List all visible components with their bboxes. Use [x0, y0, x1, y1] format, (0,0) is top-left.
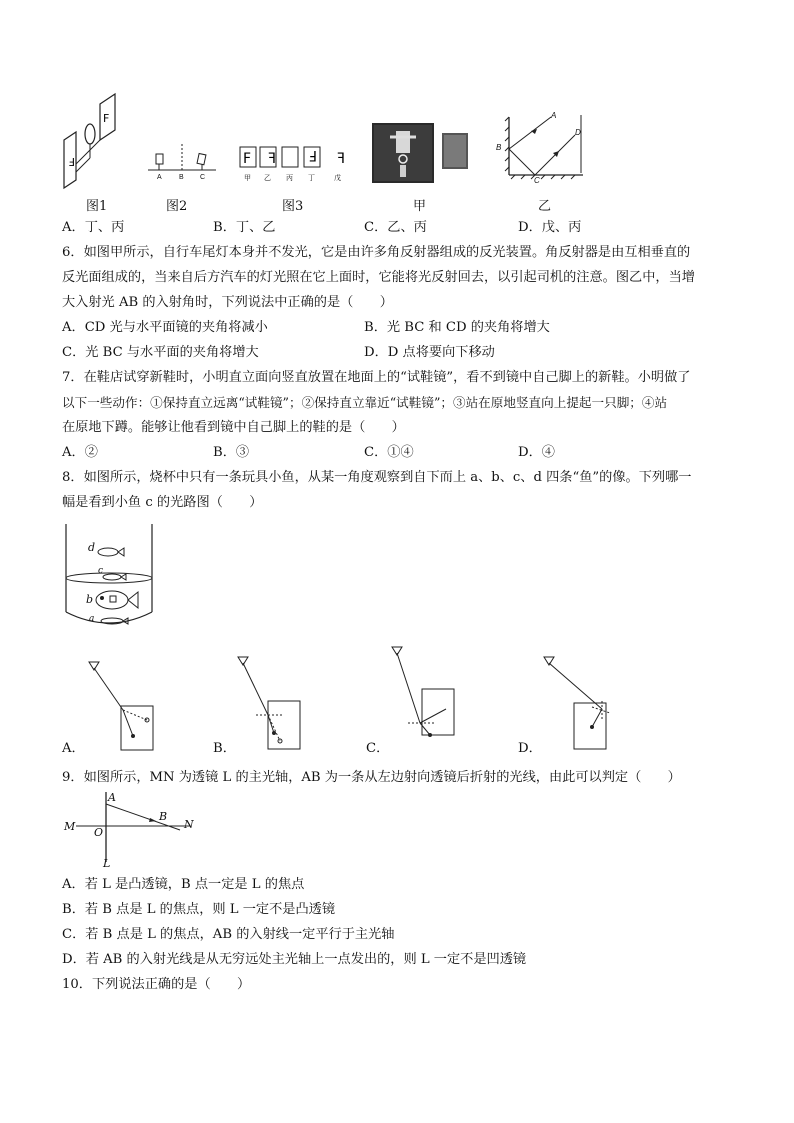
figure-yi-corner-reflector [495, 115, 595, 187]
fish-label-d: d [88, 541, 96, 554]
q6-stem-line-1: 6．如图甲所示，自行车尾灯本身并不发光，它是由许多角反射器组成的反光装置。角反射器是由互相垂直的 [62, 245, 691, 260]
fig3-label-jia: 甲 [244, 175, 251, 182]
q9-label-a: A [108, 791, 116, 804]
caption-fig1: 图1 [86, 199, 108, 214]
caption-fig2: 图2 [166, 199, 188, 214]
fish-label-b: b [86, 593, 94, 606]
q9-label-o: O [94, 826, 104, 839]
fig2-label-b: B [179, 174, 184, 181]
q8-option-b[interactable]: B． [213, 741, 236, 756]
q9-option-c[interactable]: C．若 B 点是 L 的焦点，AB 的入射线一定平行于主光轴 [62, 927, 395, 942]
q7-option-c[interactable]: C．①④ [364, 445, 414, 460]
q6-option-a[interactable]: A．CD 光与水平面镜的夹角将减小 [62, 320, 268, 335]
fish-c-icon [103, 574, 126, 580]
q9-label-b: B [159, 810, 168, 823]
q8-option-c-diagram [388, 645, 468, 755]
q5-option-b[interactable]: B．丁、乙 [213, 220, 276, 235]
q9-label-n: N [184, 818, 194, 831]
q6-stem-line-2: 反光面组成的，当来自后方汽车的灯光照在它上面时，它能将光反射回去，以引起司机的注意。图乙中，当增 [62, 270, 695, 285]
q8-option-d[interactable]: D． [518, 741, 542, 756]
fig3-label-ding: 丁 [308, 175, 315, 182]
q9-stem: 9．如图所示，MN 为透镜 L 的主光轴，AB 为一条从左边射向透镜后折射的光线，由此可以判定（ ） [62, 770, 681, 785]
svg-text:F: F [68, 155, 75, 168]
q8-option-d-diagram [540, 655, 620, 755]
svg-text:F: F [336, 151, 345, 167]
figure-jia-reflector-photo [372, 123, 470, 183]
caption-jia: 甲 [413, 199, 427, 214]
caption-fig3: 图3 [282, 199, 304, 214]
q8-beaker-figure [62, 522, 158, 634]
q8-stem-line-1: 8．如图所示，烧杯中只有一条玩具小鱼，从某一角度观察到自下而上 a、b、c、d 四条“鱼”的像。下列哪一 [62, 470, 692, 485]
q10-stem: 10．下列说法正确的是（ ） [62, 977, 251, 992]
caption-yi: 乙 [538, 199, 552, 214]
q6-stem-line-3: 大入射光 AB 的入射角时，下列说法中正确的是（ ） [62, 295, 393, 310]
q8-option-c[interactable]: C． [366, 741, 390, 756]
fig2-label-c: C [200, 174, 206, 181]
svg-text:F: F [267, 151, 276, 167]
svg-text:F: F [308, 147, 317, 163]
q6-option-c[interactable]: C．光 BC 与水平面的夹角将增大 [62, 345, 259, 360]
q7-stem-line-2: 以下一些动作：①保持直立远离“试鞋镜”；②保持直立靠近“试鞋镜”；③站在原地竖直向上提起一只脚；④站 [62, 395, 668, 410]
q7-option-a[interactable]: A．② [62, 445, 98, 460]
q9-option-d[interactable]: D．若 AB 的入射光线是从无穷远处主光轴上一点发出的，则 L 一定不是凹透镜 [62, 952, 527, 967]
q7-option-b[interactable]: B．③ [213, 445, 250, 460]
q6-option-d[interactable]: D．D 点将要向下移动 [364, 345, 495, 360]
fig-yi-label-a: A [551, 111, 557, 120]
q8-option-a[interactable]: A． [62, 741, 85, 756]
q9-label-l: L [103, 857, 111, 870]
svg-text:F: F [103, 112, 110, 125]
q7-stem-line-1: 7．在鞋店试穿新鞋时，小明直立面向竖直放置在地面上的“试鞋镜”，看不到镜中自己脚上的新鞋。小明做了 [62, 370, 691, 385]
figure-3-letter-images [238, 145, 348, 171]
q8-option-a-diagram [85, 660, 165, 755]
fig2-label-a: A [157, 174, 162, 181]
q7-stem-line-3: 在原地下蹲。能够让他看到镜中自己脚上的鞋的是（ ） [62, 420, 405, 435]
q5-option-c[interactable]: C．乙、丙 [364, 220, 427, 235]
q8-stem-line-2: 幅是看到小鱼 c 的光路图（ ） [62, 495, 263, 510]
fish-d-icon [98, 548, 124, 556]
svg-text:F: F [243, 151, 252, 167]
fig3-label-yi: 乙 [264, 175, 271, 182]
q6-option-b[interactable]: B．光 BC 和 CD 的夹角将增大 [364, 320, 550, 335]
fig-yi-label-b: B [496, 143, 502, 152]
q7-option-d[interactable]: D．④ [518, 445, 555, 460]
fish-label-a: a [89, 614, 95, 624]
q9-option-a[interactable]: A．若 L 是凸透镜，B 点一定是 L 的焦点 [62, 877, 305, 892]
q9-label-m: M [64, 820, 76, 833]
q9-lens-figure [62, 790, 202, 875]
q5-option-a[interactable]: A．丁、丙 [62, 220, 125, 235]
fig-yi-label-c: C [534, 176, 540, 185]
q8-option-b-diagram [232, 655, 312, 755]
fish-label-c: c [98, 566, 104, 576]
fig3-label-bing: 丙 [286, 175, 293, 182]
q9-option-b[interactable]: B．若 B 点是 L 的焦点，则 L 一定不是凸透镜 [62, 902, 336, 917]
fig3-label-wu: 戊 [334, 175, 341, 182]
fish-b-icon [96, 591, 138, 609]
figure-1-mirrors [60, 92, 130, 192]
q5-option-d[interactable]: D．戊、丙 [518, 220, 582, 235]
fig-yi-label-d: D [575, 128, 581, 137]
